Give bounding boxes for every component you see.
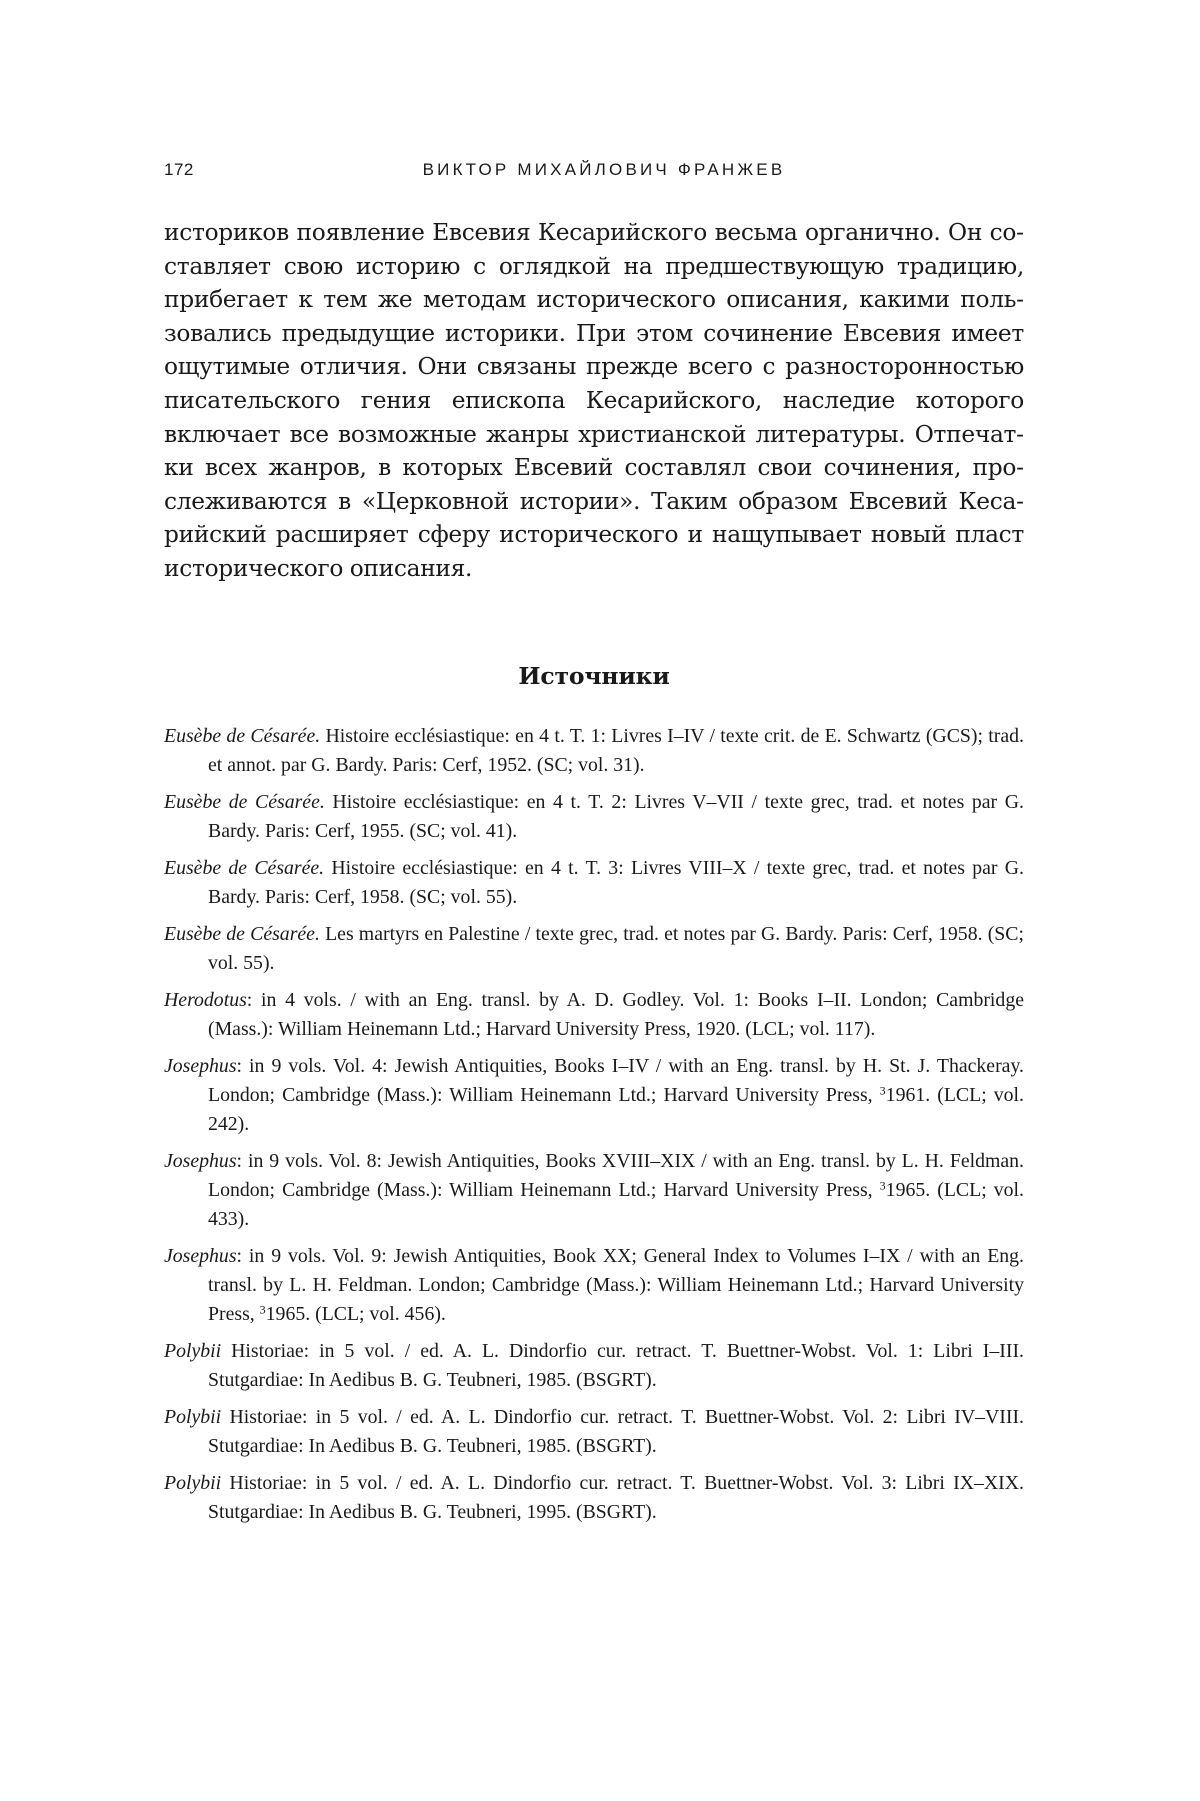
source-details: Histoire ecclésiastique: en 4 t. T. 3: Livres VIII–X / texte grec, trad. et notes par G. Bardy. Paris: Cerf, 1958. (SC; vol. 55).: [208, 857, 1024, 908]
page-number: 172: [164, 160, 194, 179]
source-author: Polybii: [164, 1472, 222, 1494]
sources-heading: Источники: [518, 662, 670, 690]
source-details: : in 9 vols. Vol. 8: Jewish Antiquities, Books XVIII–XIX / with an Eng. transl. by L. H. Feldman. London; Cambridge (Mass.): William Heinemann Ltd.; Harvard University Press,: [208, 1150, 1024, 1201]
source-author: Eusèbe de Césarée.: [164, 791, 325, 813]
source-entry: [164, 722, 1024, 780]
source-author: Herodotus: [164, 989, 247, 1011]
source-author: Josephus: [164, 1245, 237, 1267]
source-entry: [164, 1052, 1024, 1139]
edition-superscript: 3: [259, 1302, 266, 1317]
source-entry: [164, 854, 1024, 912]
source-entry: [164, 1337, 1024, 1395]
source-details-tail: 1965. (LCL; vol. 456).: [265, 1303, 446, 1325]
running-head: [164, 160, 1024, 188]
source-author: Josephus: [164, 1150, 237, 1172]
source-entry: [164, 920, 1024, 978]
source-details: : in 4 vols. / with an Eng. transl. by A. D. Godley. Vol. 1: Books I–II. London; Cambridge (Mass.): William Heinemann Ltd.; Harvard University Press, 1920. (LCL; vol. 117).: [208, 989, 1024, 1040]
source-details: : in 9 vols. Vol. 4: Jewish Antiquities, Books I–IV / with an Eng. transl. by H. St. J. Thackeray. London; Cambridge (Mass.): William Heinemann Ltd.; Harvard University Press,: [208, 1055, 1024, 1106]
source-author: Eusèbe de Césarée.: [164, 725, 321, 747]
source-entry: [164, 1403, 1024, 1461]
source-author: Eusèbe de Césarée.: [164, 857, 325, 879]
source-entry: [164, 788, 1024, 846]
source-author: Polybii: [164, 1340, 222, 1362]
source-entry: [164, 1242, 1024, 1329]
source-entry: [164, 1469, 1024, 1527]
body-paragraph: историков появление Евсевия Кесарийского весьма органично. Он составляет свою историю с оглядкой на предшествующую традицию, прибегает к тем же методам исторического описания, какими пользовались предыдущие историки. При этом сочинение Евсевия имеет ощутимые отличия. Они связаны прежде всего с разносторонностью писательского гения епископа Кесарийского, наследие которого включает все возможные жанры христианской литературы. Отпечатки всех жанров, в которых Евсевий составлял свои сочинения, прослеживаются в «Церковной истории». Таким образом Евсевий Кесарийский расширяет сферу исторического и нащупывает новый пласт исторического описания.: [164, 219, 1024, 582]
source-details: Historiae: in 5 vol. / ed. A. L. Dindorfio cur. retract. T. Buettner-Wobst. Vol. 1: Libri I–III. Stutgardiae: In Aedibus B. G. Teubneri, 1985. (BSGRT).: [208, 1340, 1024, 1391]
source-author: Eusèbe de Césarée.: [164, 923, 320, 945]
book-page: [164, 0, 1024, 1801]
source-details-tail: 1961. (LCL; vol. 242).: [208, 1084, 1024, 1135]
source-details: Historiae: in 5 vol. / ed. A. L. Dindorfio cur. retract. T. Buettner-Wobst. Vol. 3: Libri IX–XIX. Stutgardiae: In Aedibus B. G. Teubneri, 1995. (BSGRT).: [208, 1472, 1024, 1523]
source-details: : in 9 vols. Vol. 9: Jewish Antiquities, Book XX; General Index to Volumes I–IX / with an Eng. transl. by L. H. Feldman. London; Cambridge (Mass.): William Heinemann Ltd.; Harvard University Press,: [208, 1245, 1024, 1325]
edition-superscript: 3: [879, 1083, 886, 1098]
source-author: Josephus: [164, 1055, 237, 1077]
running-title: ВИКТОР МИХАЙЛОВИЧ ФРАНЖЕВ: [422, 160, 786, 179]
source-details: Historiae: in 5 vol. / ed. A. L. Dindorfio cur. retract. T. Buettner-Wobst. Vol. 2: Libri IV–VIII. Stutgardiae: In Aedibus B. G. Teubneri, 1985. (BSGRT).: [208, 1406, 1024, 1457]
edition-superscript: 3: [879, 1178, 886, 1193]
source-details-tail: 1965. (LCL; vol. 433).: [208, 1179, 1024, 1230]
source-entry: [164, 986, 1024, 1044]
source-author: Polybii: [164, 1406, 222, 1428]
source-details: Histoire ecclésiastique: en 4 t. T. 1: Livres I–IV / texte crit. de E. Schwartz (GCS); trad. et annot. par G. Bardy. Paris: Cerf, 1952. (SC; vol. 31).: [208, 725, 1024, 776]
source-details: Les martyrs en Palestine / texte grec, trad. et notes par G. Bardy. Paris: Cerf, 1958. (SC; vol. 55).: [208, 923, 1024, 974]
source-details: Histoire ecclésiastique: en 4 t. T. 2: Livres V–VII / texte grec, trad. et notes par G. Bardy. Paris: Cerf, 1955. (SC; vol. 41).: [208, 791, 1024, 842]
source-entry: [164, 1147, 1024, 1234]
sources-list: [164, 722, 1024, 1535]
